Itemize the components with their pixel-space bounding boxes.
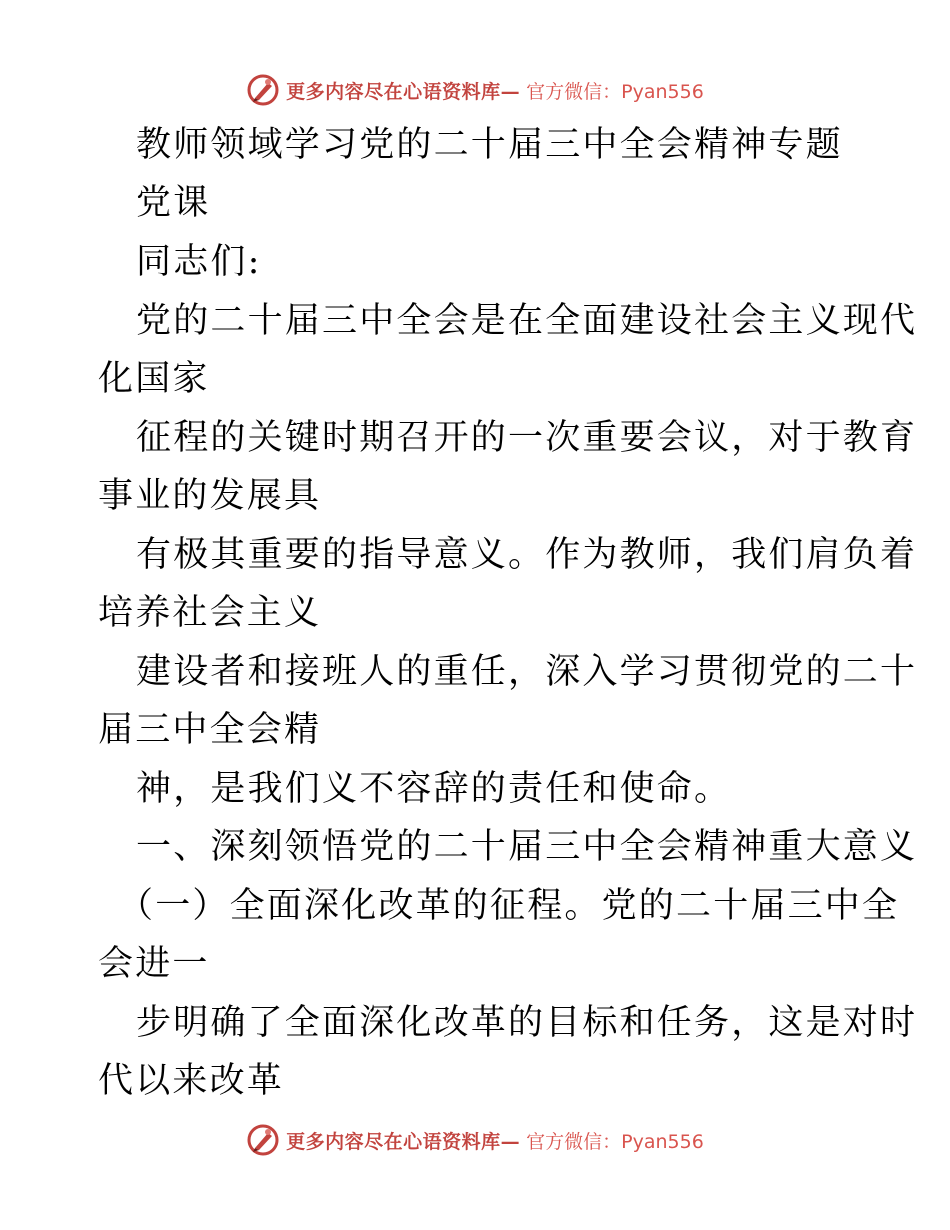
paragraph-line: 届三中全会精 <box>98 710 322 750</box>
footer-banner <box>0 1120 950 1160</box>
salutation: 同志们: <box>136 242 262 282</box>
paragraph-line: 代以来改革 <box>98 1061 285 1101</box>
paragraph-line: 培养社会主义 <box>98 593 322 633</box>
paragraph-line: 党的二十届三中全会是在全面建设社会主义现代 <box>136 301 918 341</box>
paragraph-line: 步明确了全面深化改革的目标和任务，这是对时 <box>136 1003 918 1043</box>
wechat-contact: 官方微信：Pyan556 <box>526 80 704 103</box>
document-title-line-2: 党课 <box>136 183 211 223</box>
paragraph-line: 神，是我们义不容辞的责任和使命。 <box>136 769 732 809</box>
promo-text: 更多内容尽在心语资料库— <box>286 80 521 103</box>
promo-text: 更多内容尽在心语资料库— <box>286 1130 521 1153</box>
paragraph-line: 事业的发展具 <box>98 476 322 516</box>
paragraph-line: 征程的关键时期召开的一次重要会议，对于教育 <box>136 418 918 458</box>
paragraph-line: 化国家 <box>98 359 210 399</box>
subsection-line: （一）全面深化改革的征程。党的二十届三中全 <box>118 886 900 926</box>
paragraph-line: 建设者和接班人的重任，深入学习贯彻党的二十 <box>136 652 918 692</box>
paragraph-line: 有极其重要的指导意义。作为教师，我们肩负着 <box>136 535 918 575</box>
pen-logo-icon <box>246 1123 280 1157</box>
section-heading: 一、深刻领悟党的二十届三中全会精神重大意义 <box>136 827 918 867</box>
document-title-line-1: 教师领域学习党的二十届三中全会精神专题 <box>136 125 843 165</box>
paragraph-line: 会进一 <box>98 944 210 984</box>
wechat-contact: 官方微信：Pyan556 <box>526 1130 704 1153</box>
